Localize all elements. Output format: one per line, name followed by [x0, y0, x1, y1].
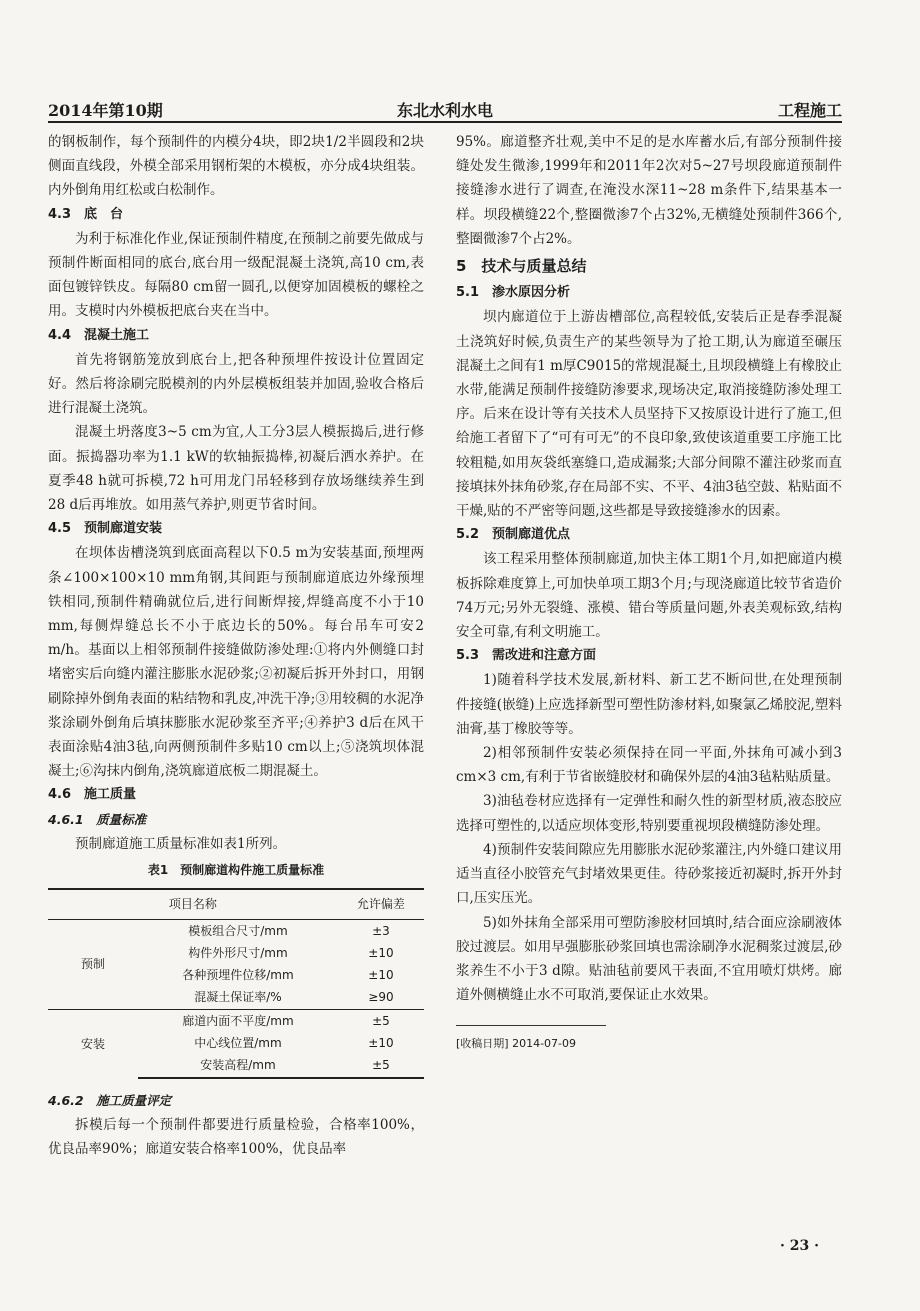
subsection-heading-4-6-1: 4.6.1 质量标准	[48, 811, 147, 827]
journal-title: 东北水利水电	[396, 101, 493, 120]
section-heading-4-3: 4.3 底 台	[48, 206, 124, 222]
section-heading-4-5: 4.5 预制廊道安装	[48, 521, 163, 537]
section-heading-5-1: 5.1 渗水原因分析	[456, 285, 571, 301]
section-heading-5-2: 5.2 预制廊道优点	[456, 527, 571, 543]
paragraph: 拆模后每一个预制件都要进行质量检验，合格率100%，优良品率90%；廊道安装合格率100%，优良品率	[48, 1116, 424, 1158]
section-name: 工程施工	[777, 101, 842, 120]
footnote-rule	[456, 1025, 606, 1026]
section-heading-5-3: 5.3 需改进和注意方面	[456, 648, 597, 664]
paragraph: 混凝土坍落度3~5 cm为宜,人工分3层人模振捣后,进行修面。振捣器功率为1.1 kW的软轴振捣棒,初凝后洒水养护。在夏季48 h就可拆模,72 h可用龙门吊轻移到存放场继续养生到28 d后再堆放。如用蒸气养护,则更节省时间。	[48, 424, 424, 514]
tolerance-cell: ±5	[338, 1009, 424, 1032]
paragraph: 首先将钢筋笼放到底台上,把各种预埋件按设计位置固定好。然后将涂刷完脱模剂的内外层模板组装并加固,验收合格后进行混凝土浇筑。	[48, 351, 424, 417]
table-header-row	[48, 889, 424, 919]
right-column	[456, 130, 842, 1057]
page-header	[48, 96, 842, 124]
paragraph: 的钢板制作，每个预制件的内模分4块，即2块1/2半圆段和2块侧面直线段，外模全部采用钢桁架的木模板，亦分成4块组装。内外倒角用红松或白松制作。	[48, 134, 424, 199]
paragraph: 预制廊道施工质量标准如表1所列。	[75, 835, 287, 852]
left-column	[48, 130, 424, 1161]
table-row	[48, 1009, 424, 1032]
item-cell: 构件外形尺寸/mm	[188, 945, 288, 960]
page-number: · 23 ·	[780, 1238, 819, 1254]
tolerance-cell: ±10	[368, 968, 394, 983]
paragraph: 95%。廊道整齐壮观,美中不足的是水库蓄水后,有部分预制件接缝处发生微渗,1999年和2011年2次对5~27号坝段廊道预制件接缝渗水进行了调查,在淹没水深11~28 m条件下,结果基本一样。坝段横缝22个,整圈微渗7个占32%,无横缝处预制件366个,整圈微渗7个占2%。	[456, 134, 842, 247]
item-cell: 混凝土保证率/%	[194, 990, 282, 1005]
subsection-heading-4-6-2: 4.6.2 施工质量评定	[48, 1092, 172, 1108]
received-date: [收稿日期] 2014-07-09	[456, 1037, 577, 1051]
column-header-tolerance: 允许偏差	[338, 889, 424, 919]
group-cell: 预制	[48, 919, 138, 1009]
section-heading-4-6: 4.6 施工质量	[48, 787, 137, 803]
paragraph: 4)预制件安装间隙应先用膨胀水泥砂浆灌注,内外缝口建议用适当直径小胶管充气封堵效果更佳。待砂浆接近初凝时,拆开外封口,压实压光。	[456, 841, 842, 907]
paragraph: 2)相邻预制件安装必须保持在同一平面,外抹角可减小到3 cm×3 cm,有利于节省嵌缝胶材和确保外层的4油3毡粘贴质量。	[456, 745, 842, 786]
paragraph: 3)油毡卷材应选择有一定弹性和耐久性的新型材质,液态胶应选择可塑性的,以适应坝体变形,特别要重视坝段横缝防渗处理。	[456, 793, 842, 834]
paragraph: 该工程采用整体预制廊道,加快主体工期1个月,如把廊道内模板拆除难度算上,可加快单项工期3个月;与现浇廊道比较节省造价74万元;另外无裂缝、涨模、错台等质量问题,外表美观标致,结构安全可靠,有利文明施工。	[456, 551, 842, 641]
section-heading-4-4: 4.4 混凝土施工	[48, 327, 150, 343]
item-cell: 廊道内面不平度/mm	[138, 1009, 338, 1032]
journal-issue: 2014年第10期	[48, 101, 163, 120]
tolerance-cell: ±10	[368, 1036, 394, 1051]
tolerance-cell: ±10	[368, 945, 394, 960]
item-cell: 各种预埋件位移/mm	[182, 968, 294, 983]
item-cell: 中心线位置/mm	[194, 1036, 282, 1051]
header-rule	[48, 121, 842, 123]
tolerance-cell: ≥90	[368, 990, 394, 1005]
group-cell: 安装	[48, 1009, 138, 1077]
table-row	[48, 919, 424, 942]
table-caption: 表1 预制廊道构件施工质量标准	[147, 863, 325, 878]
tolerance-cell: ±3	[338, 919, 424, 942]
paragraph: 为利于标准化作业,保证预制件精度,在预制之前要先做成与预制件断面相同的底台,底台用一级配混凝土浇筑,高10 cm,表面包镀锌铁皮。每隔80 cm留一圆孔,以便穿加固模板的螺栓之用。支模时内外模板把底台夹在当中。	[48, 230, 424, 320]
paragraph: 在坝体齿槽浇筑到底面高程以下0.5 m为安装基面,预埋两条∠100×100×10 mm角钢,其间距与预制廊道底边外缘预埋铁相同,预制件精确就位后,进行间断焊接,焊缝高度不小于10 mm,每侧焊缝总长不小于底边长的50%。每台吊车可安2 m/h。基面以上相邻预制件接缝做防渗处理:①将内外侧缝口封堵密实后向缝内灌注膨胀水泥砂浆;②初凝后拆开外封口，用钢刷除掉外倒角表面的粘结物和乳皮,冲洗干净;③用较稠的水泥净浆涂刷外倒角后填抹膨胀水泥砂浆至齐平;④养护3 d后在风干表面涂贴4油3毡,向两侧预制件多贴10 cm以上;⑤浇筑坝体混凝土;⑥沟抹内倒角,浇筑廊道底板二期混凝土。	[48, 545, 424, 780]
paragraph: 5)如外抹角全部采用可塑防渗胶材回填时,结合面应涂刷液体胶过渡层。如用早强膨胀砂浆回填也需涂刷净水泥稠浆过渡层,砂浆养生不小于3 d隙。贴油毡前要风干表面,不宜用喷灯烘烤。廊道外侧横缝止水不可取消,要保证止水效果。	[456, 914, 842, 1004]
tolerance-cell: ±5	[338, 1054, 424, 1077]
quality-standard-table	[48, 888, 424, 1078]
item-cell: 安装高程/mm	[138, 1054, 338, 1077]
paragraph: 坝内廊道位于上游齿槽部位,高程较低,安装后正是春季混凝土浇筑好时候,负责生产的某些领导为了抢工期,认为廊道至碾压混凝土之间有1 m厚C9015的常规混凝土,且坝段横缝上有橡胶止水带,能满足预制件接缝防渗要求,现场决定,取消接缝防渗处理工序。后来在设计等有关技术人员坚持下又按原设计进行了施工,但给施工者留下了“可有可无”的不良印象,致使该道重要工序施工比较粗糙,如用灰袋纸塞缝口,造成漏浆;大部分间隙不灌注砂浆而直接填抹外抹角砂浆,存在局部不实、不平、4油3毡空鼓、粘贴面不干燥,贴的不严密等问题,这些都是导致接缝渗水的因素。	[456, 309, 842, 520]
section-heading-5: 5 技术与质量总结	[456, 257, 587, 276]
paragraph: 1)随着科学技术发展,新材料、新工艺不断问世,在处理预制件接缝(嵌缝)上应选择新型可塑性防渗材料,如聚氯乙烯胶泥,塑料油膏,基丁橡胶等等。	[456, 672, 842, 737]
item-cell: 模板组合尺寸/mm	[138, 919, 338, 942]
column-header-item: 项目名称	[48, 889, 338, 919]
